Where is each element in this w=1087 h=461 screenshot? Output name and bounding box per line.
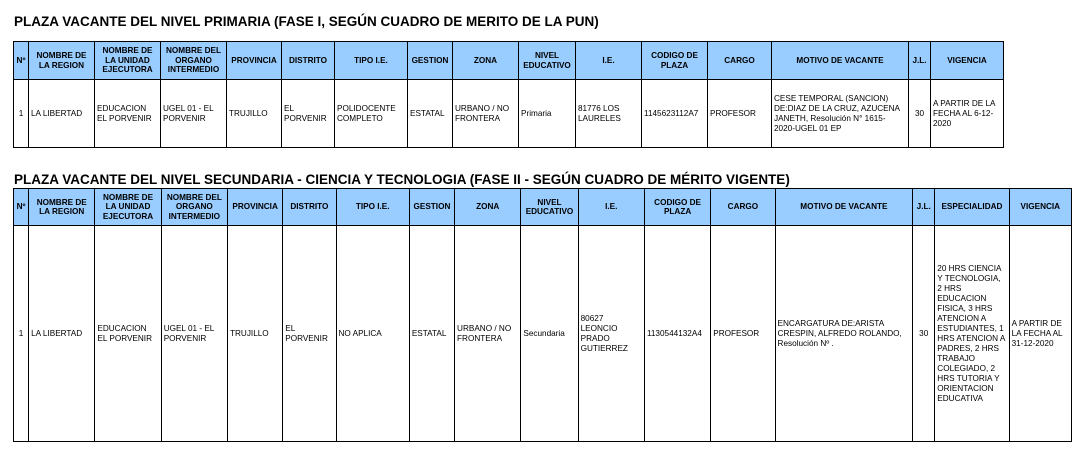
table-cell: ESTATAL — [409, 226, 454, 442]
col-header: NIVEL EDUCATIVO — [519, 42, 576, 80]
col-header: NOMBRE DEL ORGANO INTERMEDIO — [161, 42, 227, 80]
table-cell: 30 — [913, 226, 935, 442]
table-cell: Secundaria — [521, 226, 578, 442]
col-header: CODIGO DE PLAZA — [644, 189, 710, 226]
col-header: MOTIVO DE VACANTE — [775, 189, 913, 226]
col-header: DISTRITO — [283, 189, 336, 226]
col-header: Nº — [14, 189, 29, 226]
table-cell: 1 — [14, 226, 29, 442]
table-header-row — [14, 189, 1072, 226]
table-cell: EDUCACION EL PORVENIR — [95, 226, 161, 442]
table-cell: EL PORVENIR — [282, 80, 335, 148]
table-cell: LA LIBERTAD — [29, 80, 95, 148]
col-header: NOMBRE DE LA REGION — [29, 189, 95, 226]
col-header: NOMBRE DE LA UNIDAD EJECUTORA — [95, 42, 161, 80]
table-cell: 1130544132A4 — [644, 226, 710, 442]
table-cell: 81776 LOS LAURELES — [576, 80, 642, 148]
col-header: ZONA — [455, 189, 521, 226]
table-cell: LA LIBERTAD — [29, 226, 95, 442]
col-header: ZONA — [453, 42, 519, 80]
col-header: NIVEL EDUCATIVO — [521, 189, 578, 226]
table-cell: NO APLICA — [336, 226, 409, 442]
col-header: CARGO — [711, 189, 775, 226]
table-cell: TRUJILLO — [227, 80, 282, 148]
primaria-vacancy-table — [13, 41, 1004, 148]
col-header: VIGENCIA — [931, 42, 1004, 80]
table-cell: Primaria — [519, 80, 576, 148]
col-header: J.L. — [909, 42, 931, 80]
col-header: CODIGO DE PLAZA — [642, 42, 708, 80]
col-header: I.E. — [576, 42, 642, 80]
col-header: NOMBRE DE LA UNIDAD EJECUTORA — [95, 189, 161, 226]
col-header: TIPO I.E. — [335, 42, 408, 80]
table-cell: UGEL 01 - EL PORVENIR — [161, 226, 227, 442]
col-header: NOMBRE DE LA REGION — [29, 42, 95, 80]
col-header: ESPECIALIDAD — [935, 189, 1009, 226]
table-cell: A PARTIR DE LA FECHA AL 6-12-2020 — [931, 80, 1004, 148]
table-cell: TRUJILLO — [228, 226, 283, 442]
table-cell: URBANO / NO FRONTERA — [455, 226, 521, 442]
col-header: NOMBRE DEL ORGANO INTERMEDIO — [161, 189, 227, 226]
col-header: PROVINCIA — [227, 42, 282, 80]
table-cell: ENCARGATURA DE:ARISTA CRESPIN, ALFREDO ROLANDO, Resolución Nº . — [775, 226, 913, 442]
table-cell: PROFESOR — [708, 80, 772, 148]
col-header: I.E. — [578, 189, 644, 226]
table-cell: EDUCACION EL PORVENIR — [95, 80, 161, 148]
table-cell: 1145623112A7 — [642, 80, 708, 148]
table-cell: A PARTIR DE LA FECHA AL 31-12-2020 — [1009, 226, 1071, 442]
col-header: GESTION — [409, 189, 454, 226]
table-cell: UGEL 01 - EL PORVENIR — [161, 80, 227, 148]
table-header-row — [14, 42, 1004, 80]
col-header: MOTIVO DE VACANTE — [772, 42, 909, 80]
table-row — [14, 226, 1072, 442]
table-cell: PROFESOR — [711, 226, 775, 442]
secundaria-vacancy-table — [13, 188, 1072, 442]
table-cell: 20 HRS CIENCIA Y TECNOLOGIA, 2 HRS EDUCACION FISICA, 3 HRS ATENCION A ESTUDIANTES, 1 HRS ATENCION A PADRES, 2 HRS TRABAJO COLEGIADO, 2 HRS TUTORIA Y ORIENTACION EDUCATIVA — [935, 226, 1009, 442]
col-header: CARGO — [708, 42, 772, 80]
table-cell: URBANO / NO FRONTERA — [453, 80, 519, 148]
table-cell: ESTATAL — [408, 80, 453, 148]
col-header: J.L. — [913, 189, 935, 226]
table-row — [14, 80, 1004, 148]
col-header: VIGENCIA — [1009, 189, 1071, 226]
col-header: DISTRITO — [282, 42, 335, 80]
col-header: PROVINCIA — [228, 189, 283, 226]
col-header: Nº — [14, 42, 29, 80]
primaria-section-title: PLAZA VACANTE DEL NIVEL PRIMARIA (FASE I, SEGÚN CUADRO DE MERITO DE LA PUN) — [14, 14, 599, 29]
table-cell: 80627 LEONCIO PRADO GUTIERREZ — [578, 226, 644, 442]
table-cell: EL PORVENIR — [283, 226, 336, 442]
col-header: GESTION — [408, 42, 453, 80]
table-cell: 30 — [909, 80, 931, 148]
table-cell: CESE TEMPORAL (SANCION) DE:DIAZ DE LA CRUZ, AZUCENA JANETH, Resolución N° 1615-2020-UGEL 01 EP — [772, 80, 909, 148]
col-header: TIPO I.E. — [336, 189, 409, 226]
secundaria-section-title: PLAZA VACANTE DEL NIVEL SECUNDARIA - CIENCIA Y TECNOLOGIA (FASE II - SEGÚN CUADRO DE MÉRITO VIGENTE) — [14, 172, 790, 187]
table-cell: POLIDOCENTE COMPLETO — [335, 80, 408, 148]
table-cell: 1 — [14, 80, 29, 148]
